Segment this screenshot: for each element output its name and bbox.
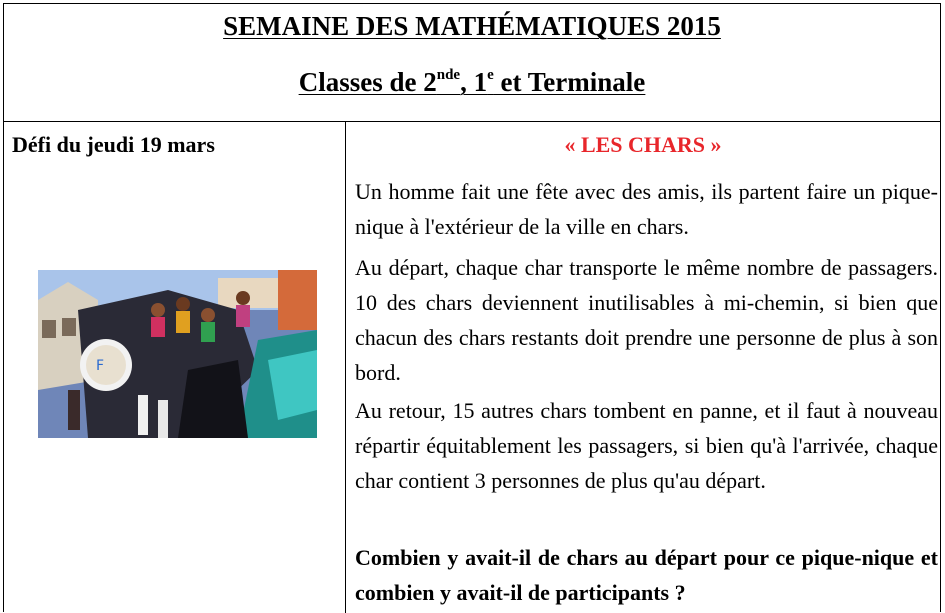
right-column	[346, 122, 940, 613]
left-column	[4, 122, 346, 613]
problem-paragraph: Au retour, 15 autres chars tombent en panne, et il faut à nouveau répartir équitablement les passagers, si bien qu'à l'arrivée, chaque char contient 3 personnes de plus qu'au départ.	[355, 398, 938, 493]
subtitle-part: Classes de 2	[298, 67, 437, 97]
carnival-float-photo	[38, 270, 317, 438]
subtitle-superscript: nde	[436, 67, 461, 83]
subtitle-part: , 1	[460, 67, 488, 97]
header	[4, 4, 940, 122]
challenge-date: Défi du jeudi 19 mars	[12, 132, 215, 157]
problem-title: « LES CHARS »	[564, 132, 722, 157]
problem-paragraph: Au départ, chaque char transporte le même nombre de passagers. 10 des chars deviennent inutilisables à mi-chemin, si bien que chacun des chars restants doit prendre une personne de plus à son bord.	[355, 255, 938, 385]
carnival-photo-illustration	[38, 270, 317, 438]
challenge-sheet	[3, 3, 941, 612]
subtitle-superscript: e	[487, 67, 494, 83]
problem-question: Combien y avait-il de chars au départ pour ce pique-nique et combien y avait-il de participants ?	[355, 545, 938, 605]
svg-text:F: F	[96, 358, 105, 374]
page-subtitle	[4, 62, 940, 102]
subtitle-part: et Terminale	[493, 67, 646, 97]
problem-paragraph: Un homme fait une fête avec des amis, ils partent faire un pique-nique à l'extérieur de la ville en chars.	[355, 179, 938, 239]
page-title-text: SEMAINE DES MATHÉMATIQUES 2015	[223, 11, 721, 41]
page-title	[4, 10, 940, 42]
page-subtitle-text	[299, 67, 646, 97]
